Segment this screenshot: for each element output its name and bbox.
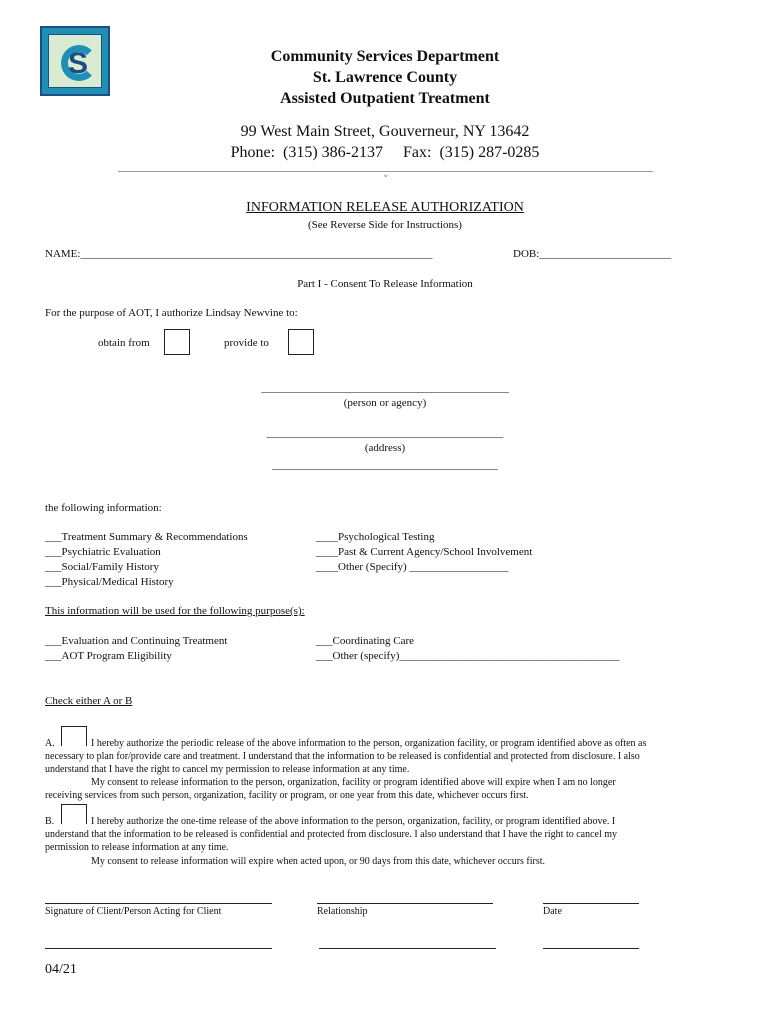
program-name: Assisted Outpatient Treatment	[280, 90, 490, 107]
date-label: Date	[543, 906, 562, 917]
signature-line[interactable]	[45, 903, 272, 904]
person-agency-label: (person or agency)	[343, 397, 427, 409]
relationship-line-2[interactable]	[319, 948, 496, 949]
dob-field[interactable]: DOB:________________________	[513, 248, 672, 260]
info-option[interactable]: ____Psychological Testing	[316, 531, 435, 543]
date-line[interactable]	[543, 903, 639, 904]
purpose-option[interactable]: ___AOT Program Eligibility	[45, 650, 172, 662]
purpose-option[interactable]: ___Evaluation and Continuing Treatment	[45, 635, 228, 647]
phone-fax: Phone: (315) 386-2137 Fax: (315) 287-0285	[230, 144, 540, 161]
option-a-text: understand that I have the right to cancel my permission to release information at any time.	[45, 764, 410, 775]
divider-ornament-icon: ⌄	[382, 169, 390, 179]
form-subtitle: (See Reverse Side for Instructions)	[308, 219, 462, 231]
part-one-heading: Part I - Consent To Release Information	[297, 278, 473, 290]
purposes-heading: This information will be used for the following purpose(s):	[45, 605, 305, 617]
option-b-text: My consent to release information will expire when acted upon, or 90 days from this date, whichever occurs first.	[91, 856, 546, 867]
address-line[interactable]: ___________________________________________	[266, 427, 504, 439]
info-option[interactable]: ____Other (Specify) __________________	[316, 561, 509, 573]
option-a-text: receiving services from such person, organization, facility or program, or one year from this date, whichever occurs first.	[45, 790, 529, 801]
info-option[interactable]: ___Treatment Summary & Recommendations	[45, 531, 248, 543]
purpose-option[interactable]: ___Other (specify)________________________________________	[316, 650, 620, 662]
option-b-checkbox[interactable]	[61, 804, 87, 824]
option-b-text: I hereby authorize the one-time release of the above information to the person, organization, facility, or program identified above. I	[91, 816, 616, 827]
option-b-text: understand that the information to be released is confidential and protected from disclosure. I also understand that I have the right to cancel my	[45, 829, 618, 840]
name-field[interactable]: NAME:________________________________________________________________	[45, 248, 433, 260]
option-b-letter: B.	[45, 816, 55, 827]
option-a-checkbox[interactable]	[61, 726, 87, 746]
signature-label: Signature of Client/Person Acting for Client	[45, 906, 222, 917]
street-address: 99 West Main Street, Gouverneur, NY 13642	[240, 123, 530, 140]
county-name: St. Lawrence County	[312, 69, 458, 86]
obtain-from-checkbox[interactable]	[164, 329, 190, 355]
relationship-label: Relationship	[317, 906, 368, 917]
info-option[interactable]: ____Past & Current Agency/School Involvement	[316, 546, 533, 558]
option-a-text: My consent to release information to the person, organization, facility or program identified above will expire when I am no longer	[91, 777, 616, 788]
obtain-from-label: obtain from	[98, 337, 150, 349]
option-a-text: necessary to plan for/provide care and treatment. I understand that the information to be released is confidential and protected from disclosure. I also	[45, 751, 640, 762]
date-line-2[interactable]	[543, 948, 639, 949]
following-info-label: the following information:	[45, 502, 162, 514]
form-title: INFORMATION RELEASE AUTHORIZATION	[246, 200, 524, 215]
purpose-statement: For the purpose of AOT, I authorize Lindsay Newvine to:	[45, 307, 298, 319]
info-option[interactable]: ___Social/Family History	[45, 561, 159, 573]
option-b-text: permission to release information at any time.	[45, 842, 229, 853]
purpose-option[interactable]: ___Coordinating Care	[316, 635, 415, 647]
revision-date: 04/21	[45, 962, 77, 977]
signature-line-2[interactable]	[45, 948, 272, 949]
provide-to-label: provide to	[224, 337, 269, 349]
relationship-line[interactable]	[317, 903, 493, 904]
address-label: (address)	[364, 442, 406, 454]
option-a-text: I hereby authorize the periodic release of the above information to the person, organization facility, or program identified above as often as	[91, 738, 647, 749]
check-heading: Check either A or B	[45, 695, 133, 707]
address-line-2[interactable]: _________________________________________	[272, 459, 498, 471]
logo-letter: S	[68, 47, 89, 80]
provide-to-checkbox[interactable]	[288, 329, 314, 355]
department-name: Community Services Department	[270, 48, 500, 65]
option-a-letter: A.	[45, 738, 55, 749]
person-agency-line[interactable]: _____________________________________________	[261, 382, 509, 394]
info-option[interactable]: ___Psychiatric Evaluation	[45, 546, 161, 558]
info-option[interactable]: ___Physical/Medical History	[45, 576, 174, 588]
